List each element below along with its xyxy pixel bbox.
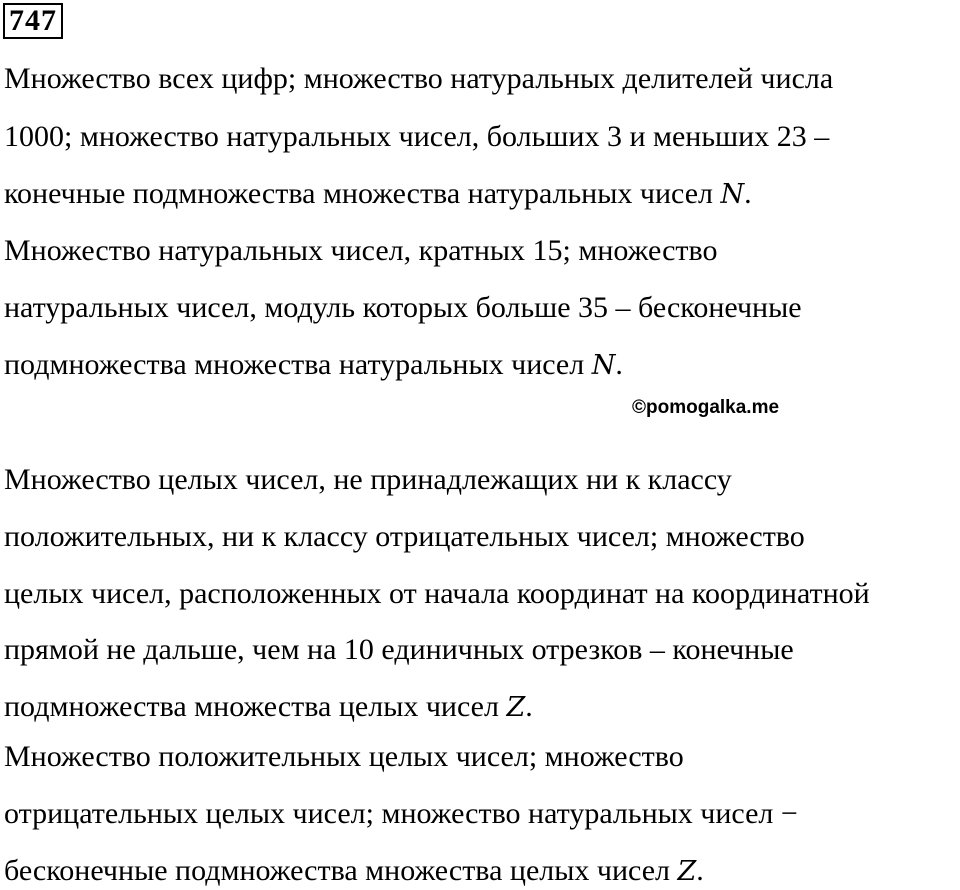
text-line [4,176,752,213]
watermark: ©pomogalka.me [632,397,780,418]
math-variable-z: Z [677,856,697,887]
text-line-content: конечные подмножества множества натуральных чисел [4,177,721,210]
text-line: 1000; множество натуральных чисел, больших 3 и меньших 23 – [4,120,830,153]
math-variable-n: N [720,179,745,210]
text-line: прямой не дальше, чем на 10 единичных отрезков – конечные [4,633,794,666]
text-line [4,853,704,890]
period: . [525,690,533,723]
period: . [696,854,704,887]
text-line: Множество натуральных чисел, кратных 15; множество [4,234,718,267]
text-line: Множество всех цифр; множество натуральных делителей числа [4,62,834,95]
period: . [744,177,752,210]
text-line: отрицательных целых чисел; множество натуральных чисел − [4,797,798,830]
problem-number: 747 [3,3,63,39]
math-variable-z: Z [506,692,526,723]
text-line: целых чисел, расположенных от начала координат на координатной [4,577,870,610]
period: . [615,348,623,381]
text-line-content: бесконечные подмножества множества целых чисел [4,854,678,887]
text-line-content: подмножества множества натуральных чисел [4,348,592,381]
math-variable-n: N [591,350,616,381]
text-line: натуральных чисел, модуль которых больше 35 – бесконечные [4,291,802,324]
text-line-content: подмножества множества целых чисел [4,690,507,723]
text-line [4,689,533,726]
text-line: Множество положительных целых чисел; множество [4,740,684,773]
text-line: Множество целых чисел, не принадлежащих ни к классу [4,463,732,496]
text-line [4,347,623,384]
text-line: положительных, ни к классу отрицательных чисел; множество [4,520,805,553]
